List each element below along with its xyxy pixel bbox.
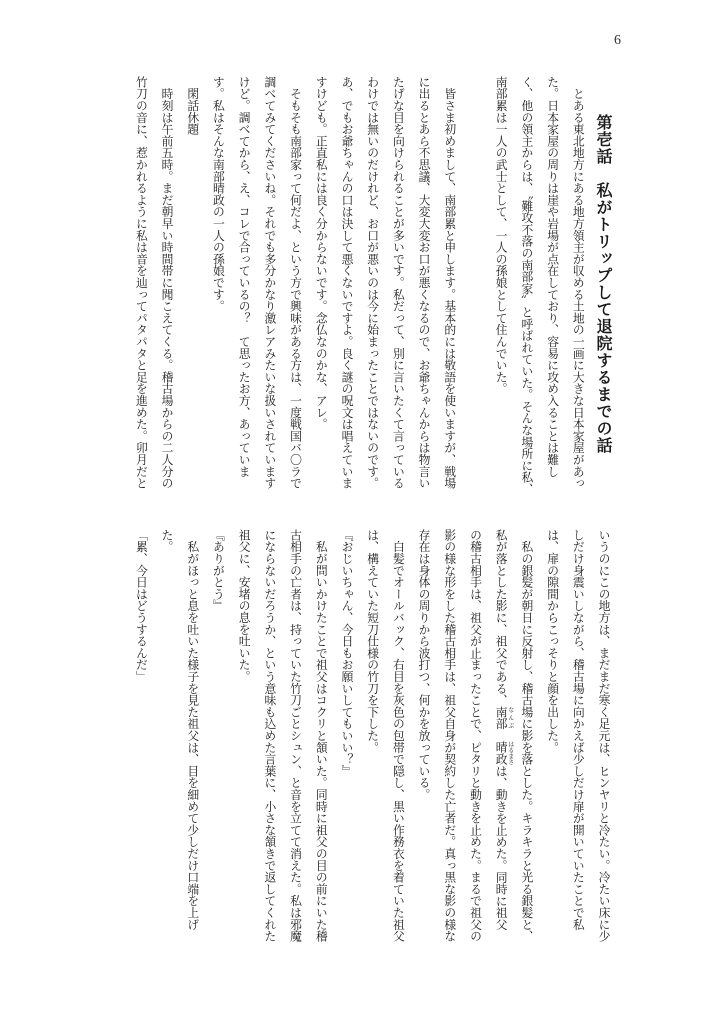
upper-text-block [128,76,616,495]
ruby-name-nanbu [494,706,514,730]
text-line: 私の銀髪が朝日に反射し、稽古場に影を落とした。キラキラと光る銀髪と、 [519,529,534,942]
ruby-reading: なんぶ [506,706,514,730]
text-line: く、他の領主からは、〝難攻不落の南部家〟と呼ばれていた。そんな場所に私、 [519,76,534,495]
text-line: 私が問いかけたことで祖父はコクリと頷いた。同時に祖父の目の前にいた稽 [314,529,329,942]
text-line: 竹刀の音に、惹かれるように私は音を辿ってパタパタと足を進めた。卯月だと [134,76,149,489]
text-line: 存在は身体の周りから波打つ、何かを放っている。 [417,529,432,801]
text-line: 皆さま初めまして、南部累と申します。基本的には敬語を使いますが、戦場 [442,76,457,489]
text-segment: は、動きを止めた。同時に祖父 [494,765,509,931]
text-line: 影の様な形をした稽古相手は、祖父自身が契約した亡者だ。真っ黒な影の様な [442,529,457,942]
text-line: すけども。正直私には良く分からないです。念仏なのかな、アレ。 [314,76,329,430]
text-line: しだけ身震いしながら、稽古場に向かえば少しだけ扉が開いていたことで私 [571,529,586,931]
section-break-heading: 閑話休題 [185,76,200,135]
text-line: あ、でもお爺ちゃんの口は決して悪くないですよ。良く謎の呪文は唱えていま [339,76,354,489]
text-line-with-ruby [487,529,513,939]
text-line: 調べてみてくださいね。それでも多分かなり激レアみたいな扱いされています [262,76,277,489]
dialogue-line: 『おじいちゃん、今日もお願いしてもいい？』 [339,529,354,777]
text-line: の稽古相手は、祖父が止まったことで、ピタリと動きを止めた。まるで祖父の [468,529,483,942]
text-line: にならないだろうか、という意味も込めた言葉に、小さな頷きで返してくれた [262,529,277,942]
dialogue-line: 「累、今日はどうするんだ」 [134,529,149,683]
text-line: けど。調べてから、え、コレで合っているの？ て思ったお方、あっていま [237,76,252,478]
ruby-name-harumasa [494,741,514,766]
text-line: いうのにこの地方は、まだまだ寒く足元は、ヒンヤリと冷たい。冷たい床に少 [597,529,611,942]
text-line: た。 [160,529,175,553]
ruby-reading: はるまさ [506,741,514,766]
text-line: わけでは無いのだけれど、お口が悪いのは今に始まったことではないのです。 [365,76,380,489]
text-line: 古相手の亡者は、持っていた竹刀ごとシュン、と音を立てて消えた。私は邪魔 [288,529,303,942]
dialogue-line: 『ありがとう』 [211,529,226,612]
ruby-base: 南部 [494,706,509,730]
text-segment: 私が落とした影に、祖父である、 [494,529,509,706]
ruby-base: 晴政 [494,741,509,766]
text-line: 南部累は一人の武士として、一人の孫娘として住んでいた。 [494,76,509,395]
text-line: たげな目を向けられることが多いです。私だって、別に言いたくて言っている [391,76,406,489]
lower-text-block [128,529,616,942]
text-gap [494,730,508,742]
text-line: 時刻は午前五時。まだ朝早い時間帯に聞こえてくる。稽古場からの二人分の [160,76,175,489]
text-line: 白髪でオールバック、右目を灰色の包帯で隠し、黒い作務衣を着ていた祖父 [391,529,406,942]
text-line: 私がほっと息を吐いた様子を見た祖父は、目を細めて少しだけ口端を上げ [185,529,200,931]
blank-line [462,76,488,486]
text-line: す。私はそんな南部晴政の一人の孫娘です。 [211,76,226,312]
text-line: そもそも南部家って何だよ、という方で興味がある方は、一度戦国バ〇ラで [288,76,303,489]
text-line: は、構えていた短刀仕様の竹刀を下した。 [365,529,380,754]
text-line: は、扉の隙間からこっそりと顔を出した。 [545,529,560,754]
text-line: 祖父に、安堵の息を吐いた。 [237,529,252,683]
text-line: とある東北地方にある地方領主が収める土地の一画に大きな日本家屋があっ [571,76,586,489]
chapter-title: 第壱話 私がトリップして退院するまでの話 [594,114,613,454]
text-line: に出るとあら不思議、大変大変お口が悪くなるので、お爺ちゃんからは物言い [417,76,432,489]
text-line: た。日本家屋の周りは崖や岩場が点在しており、容易に攻め入ることは難し [545,76,560,478]
page-number: 6 [614,33,621,48]
